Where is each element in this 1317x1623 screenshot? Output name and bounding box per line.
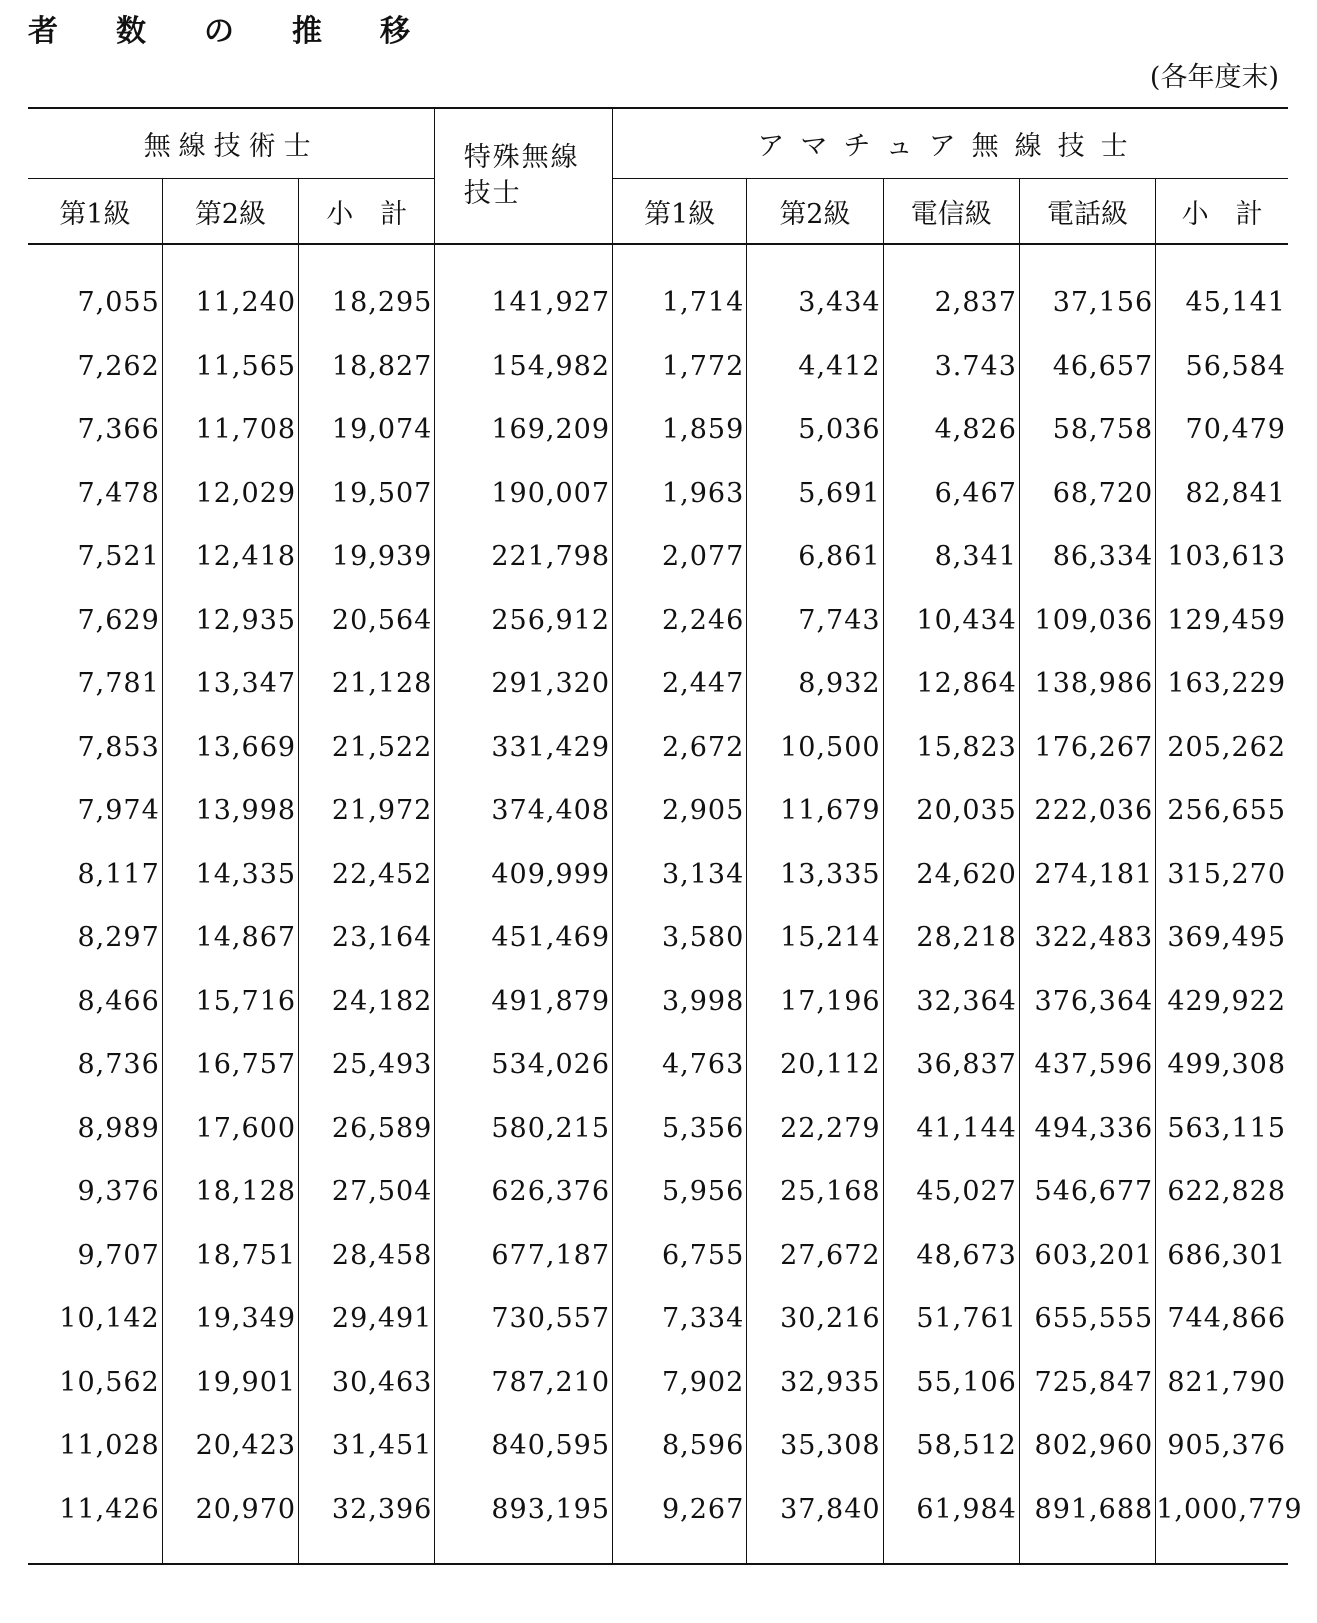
cell-tech-class1: 8,466 (77, 985, 160, 1017)
cell-amateur-telegraph: 58,512 (883, 1414, 1019, 1478)
cell-tech-subtotal: 21,972 (299, 779, 435, 843)
cell-amateur-subtotal: 315,270 (1156, 843, 1288, 907)
cell-amateur-telephone: 109,036 (1019, 589, 1155, 653)
cell-tech-class2: 18,128 (162, 1160, 298, 1224)
cell-tech-class2: 16,757 (162, 1033, 298, 1097)
header-amateur-telephone: 電話級 (1019, 179, 1155, 245)
cell-tech-class1: 11,426 (59, 1493, 160, 1525)
cell-amateur-subtotal: 45,141 (1156, 244, 1288, 335)
cell-amateur-class2: 5,036 (747, 398, 883, 462)
cell-amateur-class2: 17,196 (747, 970, 883, 1034)
cell-amateur-class2: 13,335 (747, 843, 883, 907)
cell-amateur-subtotal: 905,376 (1156, 1414, 1288, 1478)
cell-tech-class1: 9,707 (77, 1239, 160, 1271)
cell-amateur-class1: 7,334 (613, 1287, 747, 1351)
cell-tech-class2: 17,600 (162, 1097, 298, 1161)
cell-special: 787,210 (435, 1351, 613, 1415)
cell-amateur-telephone: 274,181 (1019, 843, 1155, 907)
cell-special: 840,595 (435, 1414, 613, 1478)
cell-amateur-class1: 1,859 (613, 398, 747, 462)
cell-amateur-class1: 3,580 (613, 906, 747, 970)
cell-tech-subtotal: 29,491 (299, 1287, 435, 1351)
cell-amateur-telegraph: 15,823 (883, 716, 1019, 780)
cell-amateur-telegraph: 45,027 (883, 1160, 1019, 1224)
cell-tech-subtotal: 31,451 (299, 1414, 435, 1478)
cell-tech-class1: 10,562 (59, 1366, 160, 1398)
cell-tech-class2: 14,867 (162, 906, 298, 970)
cell-amateur-class2: 37,840 (747, 1478, 883, 1565)
cell-amateur-telegraph: 51,761 (883, 1287, 1019, 1351)
header-tech-class1: 第1級 (28, 179, 162, 245)
cell-special: 169,209 (435, 398, 613, 462)
cell-amateur-telephone: 68,720 (1019, 462, 1155, 526)
cell-tech-class1: 8,117 (77, 858, 160, 890)
cell-amateur-subtotal: 686,301 (1156, 1224, 1288, 1288)
cell-amateur-class2: 30,216 (747, 1287, 883, 1351)
cell-tech-class2: 12,935 (162, 589, 298, 653)
header-tech-subtotal: 小 計 (299, 179, 435, 245)
cell-amateur-telephone: 603,201 (1019, 1224, 1155, 1288)
cell-tech-class1: 8,989 (77, 1112, 160, 1144)
cell-amateur-class1: 7,902 (613, 1351, 747, 1415)
cell-tech-class1: 9,376 (77, 1176, 160, 1208)
header-special-radio-operator (435, 108, 613, 244)
cell-amateur-telegraph: 20,035 (883, 779, 1019, 843)
cell-amateur-telephone: 86,334 (1019, 525, 1155, 589)
cell-tech-class1: 10,142 (59, 1303, 160, 1335)
cell-amateur-telephone: 376,364 (1019, 970, 1155, 1034)
cell-tech-class1: 8,297 (77, 922, 160, 954)
cell-special: 677,187 (435, 1224, 613, 1288)
cell-tech-class2: 11,565 (162, 335, 298, 399)
header-amateur-class2: 第2級 (747, 179, 883, 245)
cell-amateur-telephone: 37,156 (1019, 244, 1155, 335)
table-row (28, 1097, 1288, 1161)
table-row (28, 970, 1288, 1034)
cell-amateur-telegraph: 4,826 (883, 398, 1019, 462)
table-body (28, 244, 1303, 1564)
table-row (28, 589, 1288, 653)
header-amateur-subtotal: 小 計 (1156, 179, 1288, 245)
cell-tech-subtotal: 19,939 (299, 525, 435, 589)
cell-amateur-class1: 6,755 (613, 1224, 747, 1288)
cell-special: 409,999 (435, 843, 613, 907)
cell-amateur-subtotal: 429,922 (1156, 970, 1288, 1034)
table-row (28, 244, 1288, 335)
table-row (28, 906, 1288, 970)
cell-amateur-subtotal: 821,790 (1156, 1351, 1288, 1415)
table-row (28, 1033, 1288, 1097)
license-holders-table (28, 107, 1303, 1565)
cell-special: 451,469 (435, 906, 613, 970)
cell-tech-class1: 7,781 (77, 668, 160, 700)
header-radio-technician: 無線技術士 (143, 131, 319, 162)
cell-amateur-class1: 2,447 (613, 652, 747, 716)
cell-tech-subtotal: 22,452 (299, 843, 435, 907)
cell-tech-class1: 7,974 (77, 795, 160, 827)
cell-tech-class1: 8,736 (77, 1049, 160, 1081)
cell-special: 221,798 (435, 525, 613, 589)
page-title: 者数の推移 (28, 14, 468, 49)
cell-amateur-class2: 4,412 (747, 335, 883, 399)
cell-amateur-subtotal: 163,229 (1156, 652, 1288, 716)
cell-amateur-telephone: 176,267 (1019, 716, 1155, 780)
cell-tech-subtotal: 21,522 (299, 716, 435, 780)
cell-tech-class1: 11,028 (59, 1430, 160, 1462)
cell-tech-class2: 19,349 (162, 1287, 298, 1351)
cell-special: 730,557 (435, 1287, 613, 1351)
table-row (28, 1414, 1288, 1478)
cell-special: 580,215 (435, 1097, 613, 1161)
cell-tech-class1: 7,262 (77, 350, 160, 382)
cell-amateur-class1: 3,998 (613, 970, 747, 1034)
cell-amateur-telephone: 546,677 (1019, 1160, 1155, 1224)
cell-amateur-class1: 8,596 (613, 1414, 747, 1478)
cell-tech-class2: 20,970 (162, 1478, 298, 1565)
cell-tech-class2: 14,335 (162, 843, 298, 907)
cell-amateur-subtotal: 56,584 (1156, 335, 1288, 399)
cell-tech-subtotal: 19,074 (299, 398, 435, 462)
header-special-label: 特殊無線技士 (463, 142, 580, 209)
cell-amateur-class1: 5,956 (613, 1160, 747, 1224)
cell-amateur-telegraph: 12,864 (883, 652, 1019, 716)
cell-amateur-class2: 20,112 (747, 1033, 883, 1097)
table-row (28, 1287, 1288, 1351)
cell-amateur-class1: 4,763 (613, 1033, 747, 1097)
cell-tech-class2: 11,240 (162, 244, 298, 335)
table-row (28, 779, 1288, 843)
cell-amateur-subtotal: 563,115 (1156, 1097, 1288, 1161)
cell-amateur-telephone: 494,336 (1019, 1097, 1155, 1161)
cell-tech-class2: 12,029 (162, 462, 298, 526)
header-amateur-radio-operator: アマチュア無線技士 (613, 108, 1289, 179)
cell-special: 331,429 (435, 716, 613, 780)
table-row (28, 398, 1288, 462)
cell-amateur-telegraph: 8,341 (883, 525, 1019, 589)
cell-tech-subtotal: 23,164 (299, 906, 435, 970)
cell-tech-subtotal: 26,589 (299, 1097, 435, 1161)
cell-amateur-class2: 10,500 (747, 716, 883, 780)
cell-tech-class2: 12,418 (162, 525, 298, 589)
period-note: (各年度末) (1149, 62, 1279, 93)
cell-amateur-class2: 25,168 (747, 1160, 883, 1224)
cell-amateur-class1: 1,714 (613, 244, 747, 335)
cell-amateur-subtotal: 499,308 (1156, 1033, 1288, 1097)
cell-amateur-class2: 22,279 (747, 1097, 883, 1161)
cell-amateur-telephone: 322,483 (1019, 906, 1155, 970)
cell-special: 374,408 (435, 779, 613, 843)
cell-tech-class1: 7,366 (77, 414, 160, 446)
table-row (28, 1160, 1288, 1224)
cell-special: 291,320 (435, 652, 613, 716)
cell-amateur-class1: 2,246 (613, 589, 747, 653)
header-tech-class2: 第2級 (162, 179, 298, 245)
table-row (28, 1224, 1288, 1288)
cell-amateur-class1: 3,134 (613, 843, 747, 907)
cell-tech-subtotal: 32,396 (299, 1478, 435, 1565)
cell-amateur-telegraph: 55,106 (883, 1351, 1019, 1415)
cell-amateur-telephone: 437,596 (1019, 1033, 1155, 1097)
cell-amateur-telegraph: 61,984 (883, 1478, 1019, 1565)
table-row (28, 335, 1288, 399)
cell-amateur-telegraph: 28,218 (883, 906, 1019, 970)
header-amateur-class1: 第1級 (613, 179, 747, 245)
cell-special: 491,879 (435, 970, 613, 1034)
cell-tech-class2: 11,708 (162, 398, 298, 462)
cell-amateur-telegraph: 41,144 (883, 1097, 1019, 1161)
cell-amateur-telephone: 802,960 (1019, 1414, 1155, 1478)
cell-tech-class1: 7,853 (77, 731, 160, 763)
cell-tech-class2: 19,901 (162, 1351, 298, 1415)
cell-tech-class1: 7,478 (77, 477, 160, 509)
cell-tech-subtotal: 27,504 (299, 1160, 435, 1224)
cell-amateur-subtotal: 744,866 (1156, 1287, 1288, 1351)
cell-special: 154,982 (435, 335, 613, 399)
cell-amateur-telephone: 655,555 (1019, 1287, 1155, 1351)
table-row (28, 716, 1288, 780)
cell-tech-subtotal: 19,507 (299, 462, 435, 526)
table-row (28, 1351, 1288, 1415)
cell-amateur-telephone: 891,688 (1019, 1478, 1155, 1565)
cell-special: 141,927 (435, 244, 613, 335)
cell-amateur-class2: 15,214 (747, 906, 883, 970)
cell-amateur-subtotal: 103,613 (1156, 525, 1288, 589)
cell-special: 534,026 (435, 1033, 613, 1097)
header-amateur-telegraph: 電信級 (883, 179, 1019, 245)
table-row (28, 462, 1288, 526)
cell-tech-class2: 13,998 (162, 779, 298, 843)
cell-amateur-class1: 9,267 (613, 1478, 747, 1565)
cell-amateur-subtotal: 70,479 (1156, 398, 1288, 462)
cell-tech-subtotal: 24,182 (299, 970, 435, 1034)
cell-amateur-telegraph: 48,673 (883, 1224, 1019, 1288)
cell-amateur-class1: 2,672 (613, 716, 747, 780)
cell-amateur-subtotal: 622,828 (1156, 1160, 1288, 1224)
cell-amateur-class2: 11,679 (747, 779, 883, 843)
cell-amateur-telegraph: 10,434 (883, 589, 1019, 653)
table-row (28, 525, 1288, 589)
cell-amateur-telegraph: 6,467 (883, 462, 1019, 526)
cell-amateur-class1: 5,356 (613, 1097, 747, 1161)
cell-tech-subtotal: 25,493 (299, 1033, 435, 1097)
cell-amateur-telegraph: 3.743 (883, 335, 1019, 399)
cell-amateur-telegraph: 36,837 (883, 1033, 1019, 1097)
cell-tech-subtotal: 21,128 (299, 652, 435, 716)
cell-tech-subtotal: 18,295 (299, 244, 435, 335)
cell-amateur-class2: 6,861 (747, 525, 883, 589)
cell-amateur-class1: 1,963 (613, 462, 747, 526)
cell-amateur-subtotal: 256,655 (1156, 779, 1288, 843)
table-row (28, 1478, 1288, 1565)
cell-amateur-subtotal: 369,495 (1156, 906, 1288, 970)
cell-special: 626,376 (435, 1160, 613, 1224)
cell-amateur-telegraph: 32,364 (883, 970, 1019, 1034)
cell-amateur-subtotal: 82,841 (1156, 462, 1288, 526)
cell-tech-class2: 20,423 (162, 1414, 298, 1478)
cell-tech-subtotal: 28,458 (299, 1224, 435, 1288)
cell-amateur-subtotal: 1,000,779 (1156, 1478, 1288, 1565)
cell-special: 190,007 (435, 462, 613, 526)
cell-amateur-subtotal: 205,262 (1156, 716, 1288, 780)
cell-amateur-class2: 7,743 (747, 589, 883, 653)
cell-amateur-telephone: 46,657 (1019, 335, 1155, 399)
cell-amateur-class2: 3,434 (747, 244, 883, 335)
cell-tech-subtotal: 18,827 (299, 335, 435, 399)
cell-amateur-class1: 2,077 (613, 525, 747, 589)
cell-amateur-class1: 1,772 (613, 335, 747, 399)
cell-amateur-telephone: 725,847 (1019, 1351, 1155, 1415)
cell-amateur-telegraph: 2,837 (883, 244, 1019, 335)
cell-amateur-class2: 5,691 (747, 462, 883, 526)
cell-tech-class2: 13,347 (162, 652, 298, 716)
cell-amateur-telegraph: 24,620 (883, 843, 1019, 907)
cell-amateur-class2: 35,308 (747, 1414, 883, 1478)
cell-amateur-telephone: 58,758 (1019, 398, 1155, 462)
cell-special: 256,912 (435, 589, 613, 653)
cell-special: 893,195 (435, 1478, 613, 1565)
cell-amateur-telephone: 138,986 (1019, 652, 1155, 716)
cell-amateur-class1: 2,905 (613, 779, 747, 843)
cell-amateur-class2: 27,672 (747, 1224, 883, 1288)
cell-tech-class1: 7,055 (77, 287, 160, 319)
cell-tech-class2: 15,716 (162, 970, 298, 1034)
cell-amateur-subtotal: 129,459 (1156, 589, 1288, 653)
cell-amateur-class2: 32,935 (747, 1351, 883, 1415)
cell-tech-class2: 18,751 (162, 1224, 298, 1288)
table-row (28, 652, 1288, 716)
cell-amateur-telephone: 222,036 (1019, 779, 1155, 843)
cell-tech-subtotal: 20,564 (299, 589, 435, 653)
cell-tech-class2: 13,669 (162, 716, 298, 780)
table-row (28, 843, 1288, 907)
cell-tech-class1: 7,629 (77, 604, 160, 636)
cell-tech-subtotal: 30,463 (299, 1351, 435, 1415)
cell-tech-class1: 7,521 (77, 541, 160, 573)
cell-amateur-class2: 8,932 (747, 652, 883, 716)
